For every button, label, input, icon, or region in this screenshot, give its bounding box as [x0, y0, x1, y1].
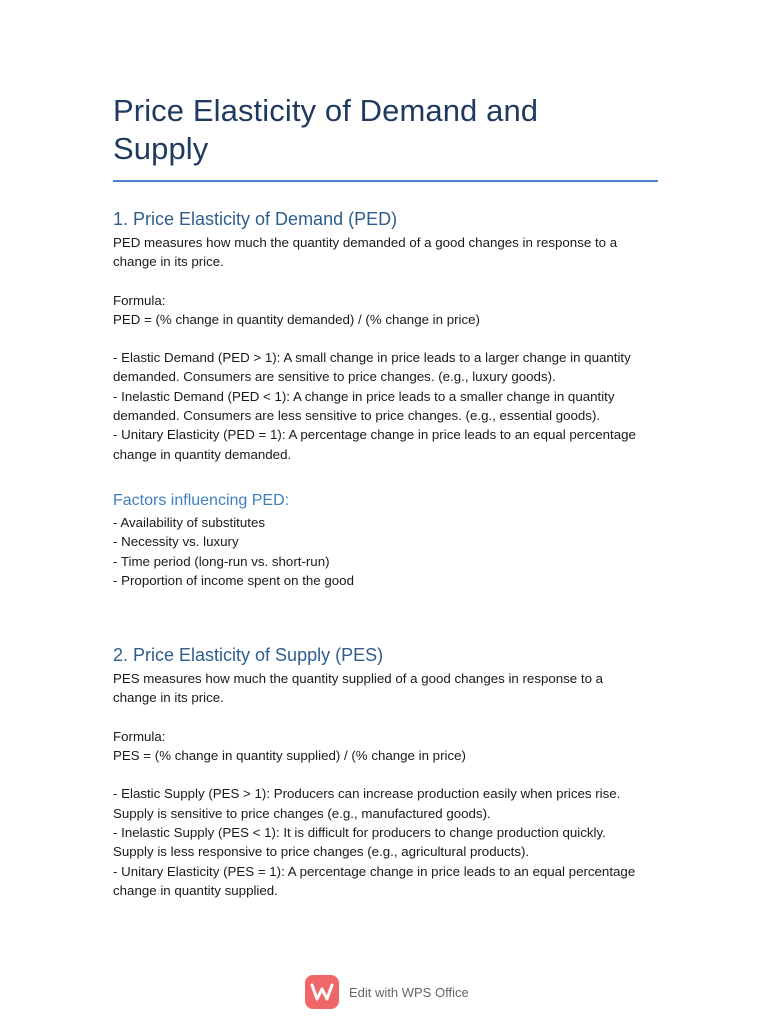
title-divider [113, 180, 658, 182]
factors-heading: Factors influencing PED: [113, 491, 290, 509]
factor-item: - Time period (long-run vs. short-run) [113, 553, 330, 569]
wps-edit-link[interactable] [305, 975, 469, 1009]
pes-line: Supply is less responsive to price changes (e.g., agricultural products). [113, 844, 530, 860]
wps-office-logo-icon [305, 975, 339, 1009]
ped-line: - Unitary Elasticity (PED = 1): A percentage change in price leads to an equal percentage [113, 427, 636, 443]
ped-formula: PED = (% change in quantity demanded) / (% change in price) [113, 311, 480, 327]
title-line-1: Price Elasticity of Demand and [113, 93, 539, 128]
pes-formula-label: Formula: [113, 728, 166, 744]
ped-factors [113, 490, 658, 590]
ped-intro-line-2: change in its price. [113, 254, 224, 270]
ped-heading: 1. Price Elasticity of Demand (PED) [113, 209, 398, 229]
ped-section [113, 208, 658, 590]
ped-line: - Inelastic Demand (PED < 1): A change in price leads to a smaller change in quantity [113, 388, 615, 404]
pes-heading: 2. Price Elasticity of Supply (PES) [113, 645, 384, 666]
pes-line: - Unitary Elasticity (PES = 1): A percentage change in price leads to an equal percentage [113, 863, 636, 879]
document-page [113, 92, 658, 900]
ped-line: - Elastic Demand (PED > 1): A small change in price leads to a larger change in quantity [113, 350, 631, 366]
wps-edit-label: Edit with WPS Office [349, 984, 469, 1000]
title-line-2: Supply [113, 131, 209, 166]
factor-item: - Proportion of income spent on the good [113, 572, 354, 588]
ped-formula-label: Formula: [113, 292, 166, 308]
document-title [113, 92, 658, 168]
pes-section [113, 644, 658, 900]
pes-line: - Inelastic Supply (PES < 1): It is difficult for producers to change production quickly. [113, 824, 606, 840]
pes-line: - Elastic Supply (PES > 1): Producers can increase production easily when prices rise. [113, 786, 621, 802]
pes-line: change in quantity supplied. [113, 882, 278, 898]
pes-formula: PES = (% change in quantity supplied) / (% change in price) [113, 748, 466, 764]
ped-line: demanded. Consumers are less sensitive to price changes. (e.g., essential goods). [113, 408, 601, 424]
ped-line: demanded. Consumers are sensitive to price changes. (e.g., luxury goods). [113, 369, 556, 385]
pes-intro-line-2: change in its price. [113, 690, 224, 706]
pes-line: Supply is sensitive to price changes (e.g., manufactured goods). [113, 805, 491, 821]
factor-item: - Necessity vs. luxury [113, 534, 239, 550]
ped-line: change in quantity demanded. [113, 446, 292, 462]
ped-intro-line-1: PED measures how much the quantity demanded of a good changes in response to a [113, 235, 618, 250]
pes-intro-line-1: PES measures how much the quantity supplied of a good changes in response to a [113, 671, 604, 687]
factor-item: - Availability of substitutes [113, 514, 266, 530]
